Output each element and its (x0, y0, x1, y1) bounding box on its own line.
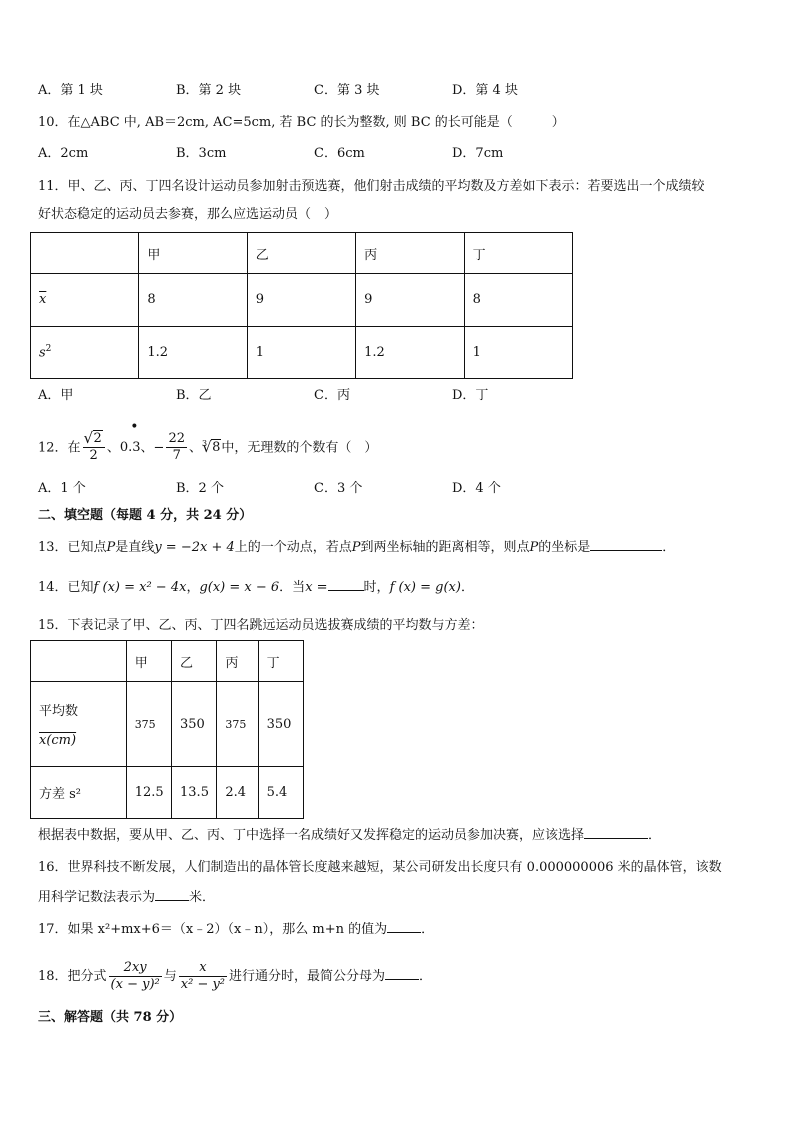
q18-f1-num: 2xy (109, 960, 162, 977)
q15-row-variance-label: 方差 s² (31, 767, 127, 819)
q9-option-b: B．第 2 块 (176, 83, 242, 98)
q14-text-c: ．当 (279, 580, 306, 595)
q15-after (38, 826, 661, 845)
q11-cell: 9 (247, 274, 355, 326)
q13-text-c: 上的一个动点，若点 (234, 540, 352, 555)
q11-cell: 1.2 (139, 326, 247, 378)
q13-question (38, 538, 675, 557)
q18-f2-num: x (179, 960, 227, 977)
q18-f2-den: x² − y² (180, 977, 226, 992)
q13-line-equation: y = −2x + 4 (154, 540, 235, 555)
q11-line1: 11．甲、乙、丙、丁四名设计运动员参加射击预选赛，他们射击成绩的平均数及方差如下表示：若要选出一个成绩较 (38, 179, 705, 194)
x-bar-symbol: $\overline{x}$ (39, 292, 47, 308)
q11-option-a: A．甲 (38, 388, 74, 403)
q12-suffix: 中，无理数的个数有（ ） (221, 440, 378, 456)
q17-question (38, 920, 434, 939)
q14-text-d: 时， (363, 580, 390, 595)
q18-answer-blank[interactable] (385, 967, 419, 980)
q12-frac1-den: 2 (89, 448, 98, 464)
q15-cell: 350 (258, 682, 303, 767)
q13-text-b: 是直线 (115, 540, 155, 555)
q12-question (38, 419, 378, 470)
q12-option-a: A．1 个 (38, 481, 86, 496)
q18-fraction-2 (179, 960, 227, 993)
q12-option-d: D．4 个 (452, 481, 501, 496)
q15-header-yi: 乙 (172, 641, 217, 682)
q16-line1: 16．世界科技不断发展，人们制造出的晶体管长度越来越短，某公司研发出长度只有 0.000000006 米的晶体管，该数 (38, 860, 722, 875)
q18-question (38, 955, 432, 999)
q11-option-b: B．乙 (176, 388, 212, 403)
q11-header-jia: 甲 (139, 233, 247, 274)
repeat-dot-icon: • (130, 419, 139, 436)
q15-row-mean-label (31, 682, 127, 767)
q9-option-a: A．第 1 块 (38, 83, 103, 98)
section-3-heading: 三、解答题（共 78 分） (38, 1010, 183, 1025)
q12-repeating-decimal: 0.3 • (119, 419, 141, 456)
q16-answer-blank[interactable] (155, 888, 189, 901)
q15-answer-blank[interactable] (584, 826, 648, 839)
q16-text-a: 用科学记数法表示为 (38, 890, 156, 905)
q14-equation: f (x) = g(x) (389, 580, 461, 595)
q11-cell: 1 (247, 326, 355, 378)
q14-end: ． (460, 580, 474, 595)
q12-sep1: 、 (106, 440, 120, 456)
q10-option-d: D．7cm (452, 146, 504, 161)
q11-row-variance-label (31, 326, 139, 378)
q12-frac1-num: 2 (93, 431, 102, 447)
q11-cell: 1.2 (356, 326, 464, 378)
q15-after-text: 根据表中数据，要从甲、乙、丙、丁中选择一名成绩好又发挥稳定的运动员参加决赛，应该选择 (38, 828, 585, 843)
q11-cell: 1 (464, 326, 572, 378)
q14-text-b: ， (186, 580, 200, 595)
q12-sep3: 、 (188, 440, 202, 456)
q15-cell: 375 (217, 682, 258, 767)
q14-question (38, 578, 474, 597)
q11-table (30, 232, 573, 379)
q14-text-a: 14．已知 (38, 580, 94, 595)
q14-f-definition: f (x) = x² − 4x (93, 580, 187, 595)
q11-cell: 8 (139, 274, 247, 326)
q12-cbrt (203, 426, 221, 470)
q18-f1-den: (x − y)² (110, 977, 160, 992)
q9-option-d: D．第 4 块 (452, 83, 518, 98)
s-superscript: 2 (45, 344, 52, 355)
q13-point-p: P (351, 540, 361, 555)
s-symbol: s (39, 345, 46, 361)
q10-option-a: A．2cm (38, 146, 89, 161)
q17-text: 17．如果 x²+mx+6＝（x﹣2）（x﹣n），那么 m+n 的值为 (38, 922, 388, 937)
q13-point-p: P (106, 540, 116, 555)
q15-header-bing: 丙 (217, 641, 258, 682)
q18-text-a: 18．把分式 (38, 969, 107, 984)
q12-option-b: B．2 个 (176, 481, 224, 496)
q17-end: ． (421, 922, 435, 937)
q11-header-ding: 丁 (464, 233, 572, 274)
q14-answer-blank[interactable] (328, 578, 364, 591)
q15-cell: 12.5 (126, 767, 171, 819)
q13-text-a: 13．已知点 (38, 540, 107, 555)
q11-cell: 8 (464, 274, 572, 326)
q13-point-p: P (529, 540, 539, 555)
q15-cell: 13.5 (172, 767, 217, 819)
q13-answer-blank[interactable] (590, 538, 662, 551)
q15-header-jia: 甲 (126, 641, 171, 682)
q15-table (30, 640, 304, 819)
q12-option-c: C．3 个 (314, 481, 363, 496)
q11-header-yi: 乙 (247, 233, 355, 274)
q15-cell: 350 (172, 682, 217, 767)
q11-cell: 9 (356, 274, 464, 326)
q11-header-empty (31, 233, 139, 274)
q16-text-b: 米． (189, 890, 216, 905)
q15-mean-label-b: x(cm) (39, 733, 77, 748)
q10-question: 10．在△ABC 中, AB＝2cm, AC=5cm, 若 BC 的长为整数, 则 BC 的长可能是（ ） (38, 115, 565, 130)
q11-line2: 好状态稳定的运动员去参赛，那么应选运动员（ ） (38, 207, 338, 222)
q15-header-empty (31, 641, 127, 682)
q18-fraction-1 (109, 960, 162, 993)
q12-cbrt-index: 3 (202, 439, 208, 448)
q15-cell: 375 (126, 682, 171, 767)
q18-end: ． (419, 969, 433, 984)
q17-answer-blank[interactable] (387, 920, 421, 933)
q15-mean-label-a: 平均数 (39, 704, 79, 719)
q10-option-c: C．6cm (314, 146, 365, 161)
q15-header-ding: 丁 (258, 641, 303, 682)
q12-cbrt-radicand: 8 (212, 440, 221, 456)
q12-frac-22-over-7 (166, 431, 187, 464)
q11-header-bing: 丙 (356, 233, 464, 274)
q12-frac-sqrt2-over-2 (83, 431, 105, 464)
q14-x-equals: x = (305, 580, 328, 595)
q12-prefix: 12．在 (38, 440, 81, 456)
q11-option-c: C．丙 (314, 388, 350, 403)
q15-question: 15．下表记录了甲、乙、丙、丁四名跳远运动员选拔赛成绩的平均数与方差： (38, 618, 484, 633)
q11-row-mean-label (31, 274, 139, 326)
q11-option-d: D．丁 (452, 388, 489, 403)
q12-sep2: 、− (140, 440, 165, 456)
q15-cell: 2.4 (217, 767, 258, 819)
q13-end: ． (662, 540, 676, 555)
q15-end: ． (648, 828, 662, 843)
q16-line2 (38, 888, 215, 907)
section-2-heading: 二、填空题（每题 4 分，共 24 分） (38, 508, 253, 523)
q13-text-e: 的坐标是 (538, 540, 591, 555)
q9-option-c: C．第 3 块 (314, 83, 380, 98)
q18-text-b: 与 (163, 969, 177, 984)
q15-cell: 5.4 (258, 767, 303, 819)
q13-text-d: 到两坐标轴的距离相等，则点 (360, 540, 530, 555)
q12-frac2-den: 7 (172, 448, 181, 464)
q14-g-definition: g(x) = x − 6 (199, 580, 280, 595)
q10-option-b: B．3cm (176, 146, 227, 161)
q12-frac2-num: 22 (168, 431, 185, 447)
q18-text-c: 进行通分时，最简公分母为 (229, 969, 386, 984)
